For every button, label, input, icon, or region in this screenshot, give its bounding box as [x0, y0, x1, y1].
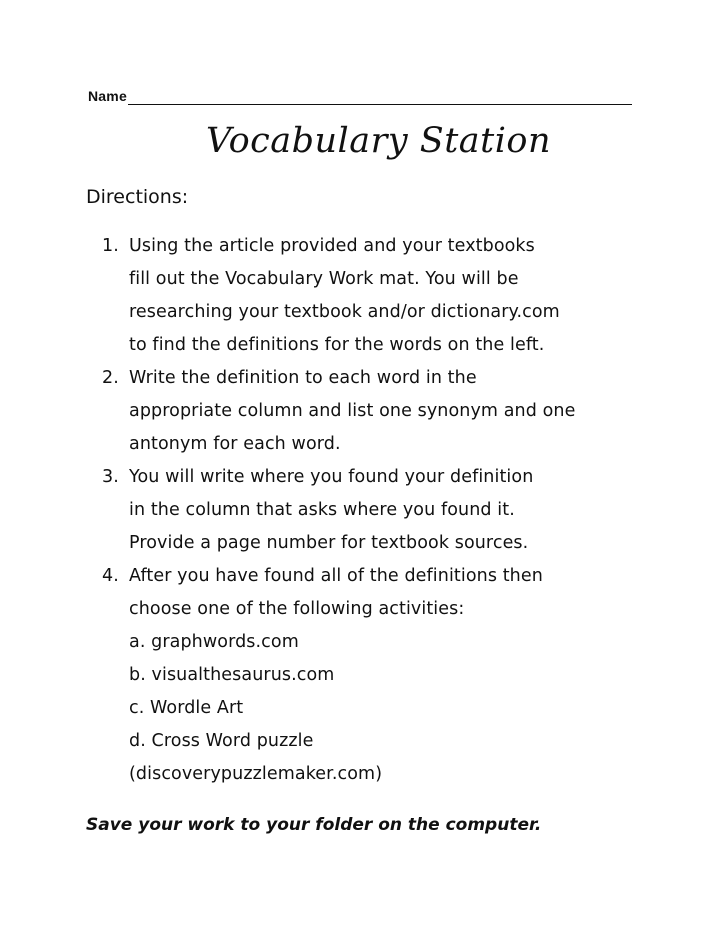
closing-instruction: Save your work to your folder on the computer. — [86, 815, 542, 835]
item-text-line: choose one of the following activities: — [129, 599, 465, 619]
activity-crossword: d. Cross Word puzzle — [129, 731, 314, 751]
item-text-line: Using the article provided and your textbooks — [129, 236, 535, 256]
item-text-line: antonym for each word. — [129, 434, 341, 454]
item-number: 4. — [102, 566, 119, 586]
direction-item-1 — [102, 230, 712, 362]
activity-graphwords: a. graphwords.com — [129, 632, 299, 652]
direction-item-4 — [102, 560, 712, 791]
page-title: Vocabulary Station — [206, 121, 552, 161]
activity-list — [129, 626, 543, 791]
name-blank-line[interactable] — [128, 88, 632, 105]
item-text-line: You will write where you found your definition — [129, 467, 534, 487]
name-field[interactable] — [88, 88, 632, 105]
direction-item-2 — [102, 362, 712, 461]
item-text-line: to find the definitions for the words on the left. — [129, 335, 545, 355]
name-label: Name — [88, 88, 127, 104]
item-text-line: Write the definition to each word in the — [129, 368, 477, 388]
item-text-line: fill out the Vocabulary Work mat. You will be — [129, 269, 519, 289]
directions-list — [102, 230, 712, 791]
item-text-line: After you have found all of the definitions then — [129, 566, 543, 586]
item-text-line: in the column that asks where you found it. — [129, 500, 515, 520]
activity-visualthesaurus: b. visualthesaurus.com — [129, 665, 335, 685]
item-text-line: researching your textbook and/or dictionary.com — [129, 302, 560, 322]
activity-wordle-art: c. Wordle Art — [129, 698, 244, 718]
item-text-line: Provide a page number for textbook sources. — [129, 533, 529, 553]
direction-item-3 — [102, 461, 712, 560]
item-number: 2. — [102, 368, 119, 388]
item-number: 1. — [102, 236, 119, 256]
item-number: 3. — [102, 467, 119, 487]
item-text-line: appropriate column and list one synonym and one — [129, 401, 576, 421]
directions-heading: Directions: — [86, 186, 189, 208]
activity-crossword-site: (discoverypuzzlemaker.com) — [129, 764, 383, 784]
